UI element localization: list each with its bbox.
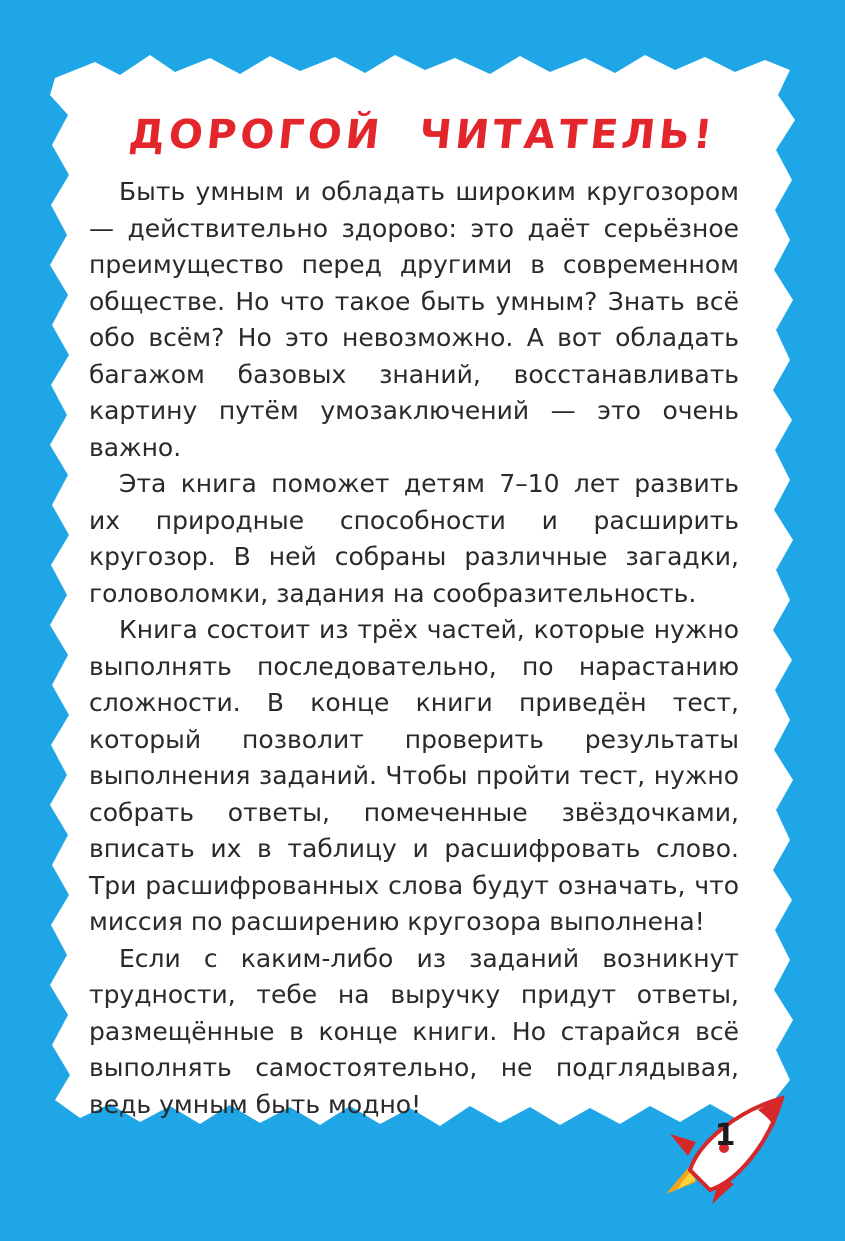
paragraph-3: Книга состоит из трёх частей, которые нужно выполнять последовательно, по нарастанию сложности. В конце книги приведён тест, который позволит проверить результаты выполнения заданий. Чтобы пройти тест, нужно собрать ответы, помеченные звёздочками, вписать их в таблицу и расшифровать слово. Три расшифрованных слова будут означать, что миссия по расширению кругозора выполнена! xyxy=(89,615,739,936)
paragraph-4: Если с каким-либо из заданий возникнут трудности, тебе на выручку придут ответы, размещённые в конце книги. Но старайся всё выполнять самостоятельно, не подглядывая, ведь умным быть модно! xyxy=(89,943,739,1119)
body-text xyxy=(89,174,739,1123)
page-title: ДОРОГОЙ ЧИТАТЕЛЬ! xyxy=(126,112,719,158)
paragraph-2: Эта книга поможет детям 7–10 лет развить их природные способности и расширить кругозор. В ней собраны различные загадки, головоломки, задания на сообразительность. xyxy=(89,469,739,608)
paragraph-1: Быть умным и обладать широким кругозором — действительно здорово: это даёт серьёзное преимущество перед другими в современном обществе. Но что такое быть умным? Знать всё обо всём? Но это невозможно. А вот обладать багажом базовых знаний, восстанавливать картину путём умозаключений — это очень важно. xyxy=(89,177,739,462)
page-number: 1 xyxy=(714,1118,736,1153)
